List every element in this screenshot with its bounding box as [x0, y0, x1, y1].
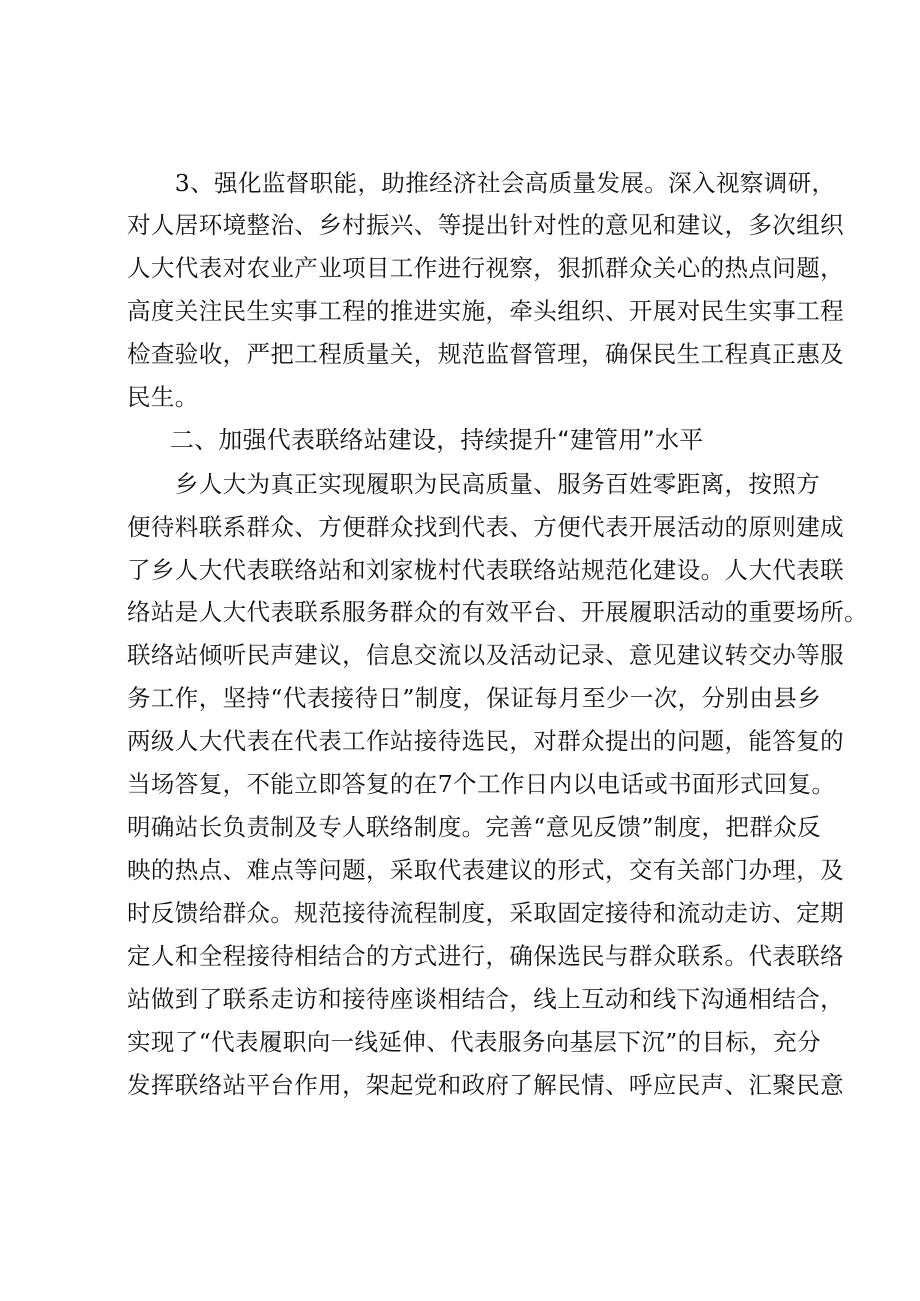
paragraph-line: 检查验收，严把工程质量关，规范监督管理，确保民生工程真正惠及 — [127, 340, 844, 368]
paragraph-line: 务工作，坚持“代表接待日”制度，保证每月至少一次，分别由县乡 — [127, 684, 822, 712]
paragraph-line: 乡人大为真正实现履职为民高质量、服务百姓零距离，按照方 — [127, 470, 821, 498]
paragraph-line: 便待料联系群众、方便群众找到代表、方便代表开展活动的原则建成 — [127, 513, 844, 541]
paragraph-line: 民生。 — [127, 383, 199, 411]
paragraph-line: 对人居环境整治、乡村振兴、等提出针对性的意见和建议，多次组织 — [127, 211, 844, 239]
paragraph-line: 发挥联络站平台作用，架起党和政府了解民情、呼应民声、汇聚民意 — [127, 1071, 844, 1099]
paragraph-line: 人大代表对农业产业项目工作进行视察，狠抓群众关心的热点问题， — [127, 254, 844, 282]
paragraph-line: 实现了“代表履职向一线延伸、代表服务向基层下沉”的目标，充分 — [127, 1028, 822, 1056]
paragraph-line: 两级人大代表在代表工作站接待选民，对群众提出的问题，能答复的 — [127, 727, 844, 755]
paragraph-line: 3、强化监督职能，助推经济社会高质量发展。深入视察调研， — [127, 169, 836, 197]
paragraph-line: 络站是人大代表联系服务群众的有效平台、开展履职活动的重要场所。 — [127, 598, 868, 626]
paragraph-line: 明确站长负责制及专人联络制度。完善“意见反馈”制度，把群众反 — [127, 813, 822, 841]
paragraph-line: 时反馈给群众。规范接待流程制度，采取固定接待和流动走访、定期 — [127, 899, 844, 927]
paragraph-line: 定人和全程接待相结合的方式进行，确保选民与群众联系。代表联络 — [127, 942, 844, 970]
paragraph-line: 映的热点、难点等问题，采取代表建议的形式，交有关部门办理，及 — [127, 856, 844, 884]
paragraph-line: 站做到了联系走访和接待座谈相结合，线上互动和线下沟通相结合， — [127, 985, 844, 1013]
paragraph-line: 高度关注民生实事工程的推进实施，牵头组织、开展对民生实事工程 — [127, 297, 844, 325]
paragraph-line: 当场答复，不能立即答复的在7个工作日内以电话或书面形式回复。 — [127, 770, 836, 798]
section-heading: 二、加强代表联络站建设，持续提升“建管用”水平 — [170, 426, 704, 454]
paragraph-line: 联络站倾听民声建议，信息交流以及活动记录、意见建议转交办等服 — [127, 641, 844, 669]
paragraph-line: 了乡人大代表联络站和刘家栊村代表联络站规范化建设。人大代表联 — [127, 556, 844, 584]
